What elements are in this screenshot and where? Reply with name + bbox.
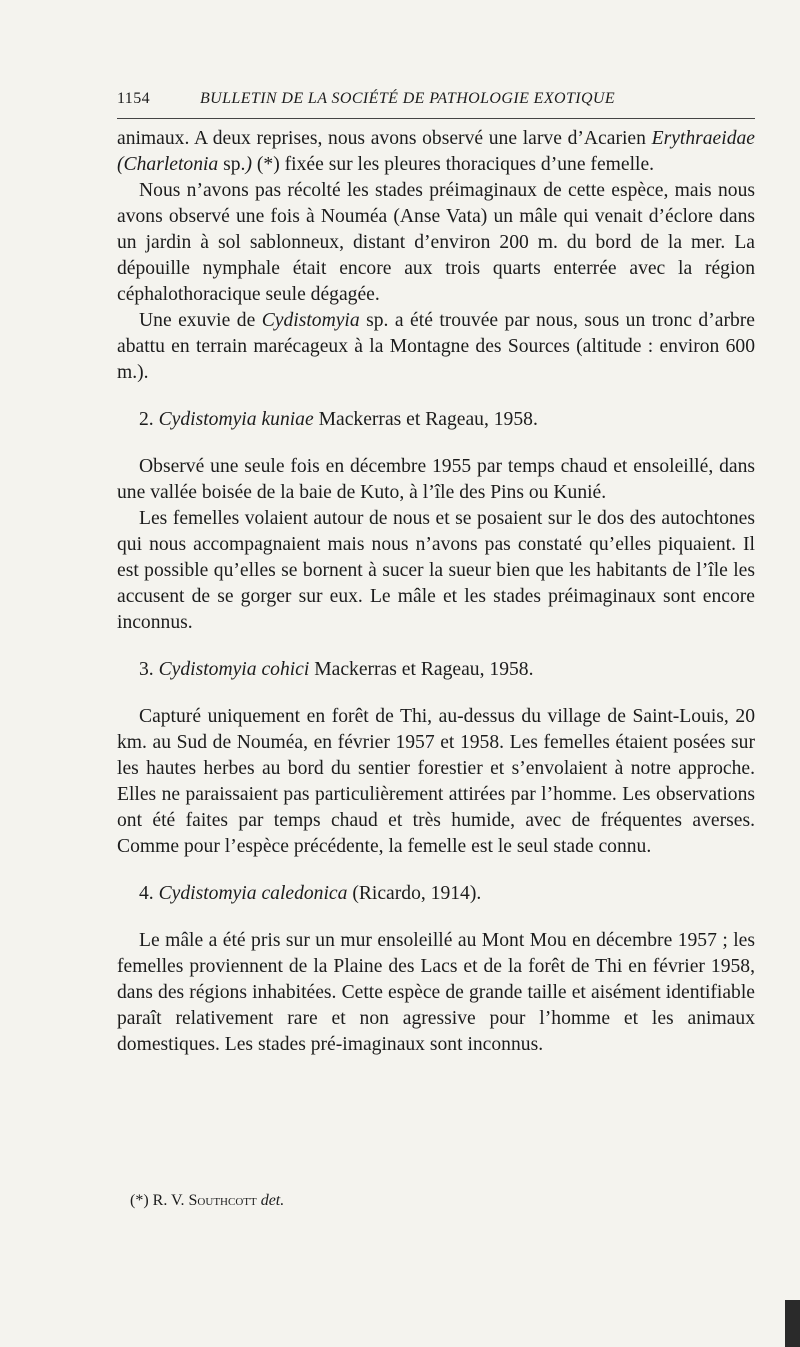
species-author: (Ricardo, 1914). [347, 883, 482, 904]
scan-edge-mark [785, 1300, 800, 1347]
paragraph-7: Le mâle a été pris sur un mur ensoleillé au Mont Mou en décembre 1957 ; les femelles proviennent de la Plaine des Lacs et de la forêt de Thi en février 1958, dans des régions inhabitées. Cette espèce de grande taille et aisément identifiable paraît relativement rare et non agressive pour l’homme et les animaux domestiques. Les stades pré-imaginaux sont inconnus. [117, 930, 755, 1055]
section-heading-3 [117, 657, 755, 683]
page-number: 1154 [117, 90, 151, 107]
paragraph-4: Observé une seule fois en décembre 1955 par temps chaud et ensoleillé, dans une vallée boisée de la baie de Kuto, à l’île des Pins ou Kunié. [117, 456, 755, 503]
text-run: sp. [218, 154, 246, 175]
footnote-det: det. [256, 1192, 285, 1209]
species-name: Cydistomyia cohici [158, 659, 310, 680]
text-run: animaux. A deux reprises, nous avons observé une larve d’Acarien [117, 128, 652, 149]
section-number: 4. [139, 883, 159, 904]
footnote-mark: (*) R. V. [130, 1192, 189, 1209]
text-run: sp. a été trouvée par nous, sous un tronc d’arbre abattu en terrain marécageux à la Montagne des Sources (altitude : environ 600 m.). [117, 310, 755, 383]
text-run: (*) fixée sur les pleures thoraciques d’une femelle. [252, 154, 655, 175]
paragraph-6: Capturé uniquement en forêt de Thi, au-dessus du village de Saint-Louis, 20 km. au Sud de Nouméa, en février 1957 et 1958. Les femelles étaient posées sur les hautes herbes au bord du sentier forestier et s’envolaient à notre approche. Elles ne paraissaient pas particulièrement attirées par l’homme. Les observations ont été faites par temps chaud et très humide, avec de fréquentes averses. Comme pour l’espèce précédente, la femelle est le seul stade connu. [117, 706, 755, 857]
text-run: Une exuvie de [139, 310, 262, 331]
taxon-name: Erythraeidae (Charletonia [117, 128, 755, 175]
section-heading-2 [117, 407, 755, 433]
paragraph-1 [117, 126, 755, 178]
paragraph-3 [117, 308, 755, 386]
journal-title: BULLETIN DE LA SOCIÉTÉ DE PATHOLOGIE EXOTIQUE [200, 90, 616, 107]
section-number: 2. [139, 409, 159, 430]
paragraph-2: Nous n’avons pas récolté les stades préimaginaux de cette espèce, mais nous avons observé une fois à Nouméa (Anse Vata) un mâle qui venait d’éclore dans un jardin à sol sablonneux, distant d’environ 200 m. du bord de la mer. La dépouille nymphale était encore aux trois quarts enterrée avec la région céphalothoracique seule dégagée. [117, 180, 755, 305]
paragraph-5: Les femelles volaient autour de nous et se posaient sur le dos des autochtones qui nous accompagnaient mais nous n’avons pas constaté qu’elles piquaient. Il est possible qu’elles se bornent à sucer la sueur bien que les habitants de l’île les accusent de se gorger sur eux. Le mâle et les stades préimaginaux sont encore inconnus. [117, 508, 755, 633]
text-run: ) [245, 154, 252, 175]
taxon-name: Cydistomyia [261, 310, 360, 331]
footnote-author: Southcott [188, 1192, 257, 1209]
body-text [117, 126, 755, 1058]
species-author: Mackerras et Rageau, 1958. [309, 659, 534, 680]
section-heading-4 [117, 881, 755, 907]
header-rule [117, 118, 755, 119]
footnote [130, 1192, 284, 1210]
species-author: Mackerras et Rageau, 1958. [313, 409, 538, 430]
species-name: Cydistomyia caledonica [158, 883, 348, 904]
section-number: 3. [139, 659, 159, 680]
species-name: Cydistomyia kuniae [158, 409, 314, 430]
